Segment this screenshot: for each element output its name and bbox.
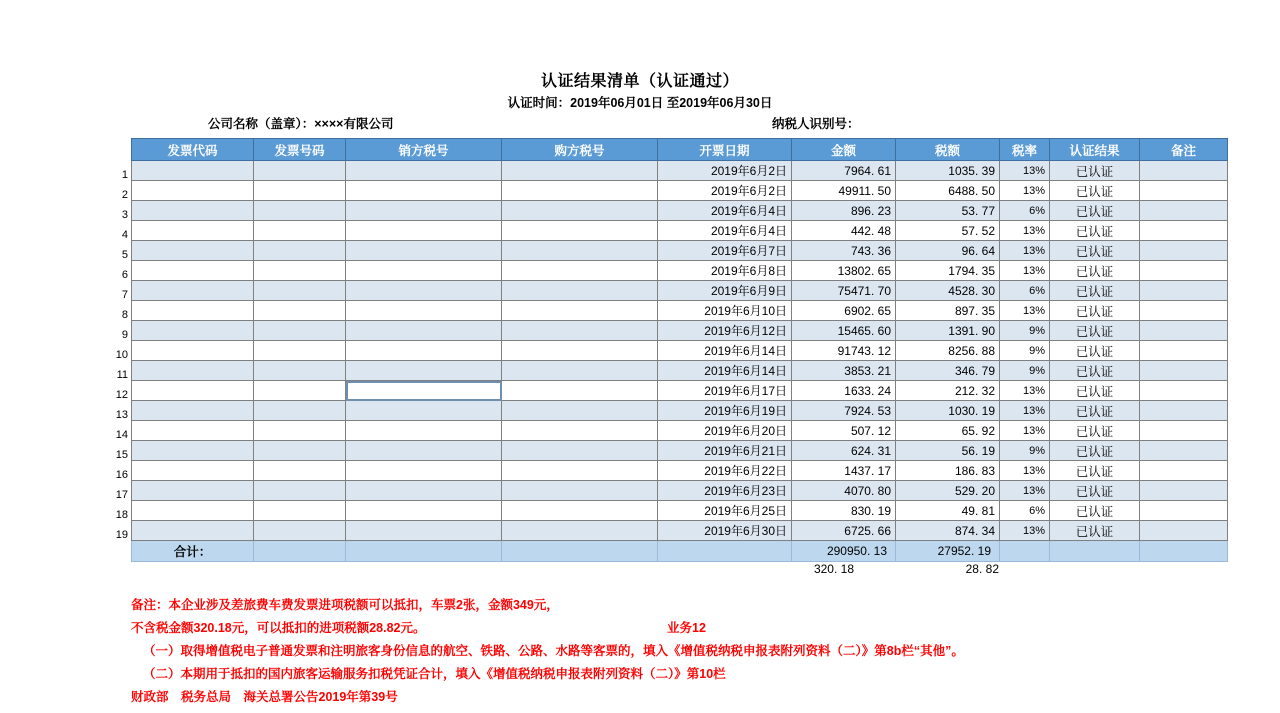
column-header-certification-result[interactable]: 认证结果	[1050, 139, 1140, 161]
invoice-code-cell[interactable]	[132, 421, 254, 441]
tax-rate-cell[interactable]: 13%	[1000, 241, 1050, 261]
invoice-number-cell[interactable]	[254, 321, 346, 341]
invoice-date-cell[interactable]: 2019年6月14日	[658, 341, 792, 361]
table-row[interactable]	[132, 521, 1228, 541]
total-blank-5	[1000, 541, 1050, 562]
row-number: 13	[115, 409, 128, 421]
tax-rate-cell[interactable]: 13%	[1000, 261, 1050, 281]
table-row[interactable]	[132, 501, 1228, 521]
table-row[interactable]	[132, 241, 1228, 261]
tax-rate-cell[interactable]: 13%	[1000, 421, 1050, 441]
buyer-tax-no-cell[interactable]	[502, 161, 658, 181]
invoice-sheet	[0, 138, 1280, 582]
invoice-date-cell[interactable]: 2019年6月23日	[658, 481, 792, 501]
certification-result-cell[interactable]: 已认证	[1050, 461, 1140, 481]
invoice-date-cell[interactable]: 2019年6月2日	[658, 161, 792, 181]
total-row	[132, 541, 1228, 562]
seller-tax-no-cell[interactable]	[346, 321, 502, 341]
table-row[interactable]	[132, 181, 1228, 201]
invoice-date-cell[interactable]: 2019年6月25日	[658, 501, 792, 521]
amount-cell[interactable]: 75471. 70	[792, 281, 896, 301]
buyer-tax-no-cell[interactable]	[502, 201, 658, 221]
business-tag: 业务12	[667, 621, 706, 635]
certification-result-cell[interactable]: 已认证	[1050, 221, 1140, 241]
table-row[interactable]	[132, 421, 1228, 441]
invoice-date-cell[interactable]: 2019年6月19日	[658, 401, 792, 421]
amount-cell[interactable]: 91743. 12	[792, 341, 896, 361]
row-number: 1	[121, 169, 128, 181]
tax-rate-cell[interactable]: 13%	[1000, 301, 1050, 321]
total-blank-1	[254, 541, 346, 562]
remark-cell[interactable]	[1140, 501, 1228, 521]
seller-tax-no-cell[interactable]	[346, 261, 502, 281]
invoice-code-cell[interactable]	[132, 441, 254, 461]
invoice-date-cell[interactable]: 2019年6月4日	[658, 201, 792, 221]
certification-result-cell[interactable]: 已认证	[1050, 321, 1140, 341]
buyer-tax-no-cell[interactable]	[502, 501, 658, 521]
amount-cell[interactable]: 1633. 24	[792, 381, 896, 401]
tax-rate-cell[interactable]: 13%	[1000, 181, 1050, 201]
buyer-tax-no-cell[interactable]	[502, 281, 658, 301]
tax-rate-cell[interactable]: 13%	[1000, 221, 1050, 241]
tax-amount-cell[interactable]: 1035. 39	[896, 161, 1000, 181]
remark-cell[interactable]	[1140, 281, 1228, 301]
seller-tax-no-cell[interactable]	[346, 201, 502, 221]
buyer-tax-no-cell[interactable]	[502, 421, 658, 441]
seller-tax-no-cell[interactable]	[346, 501, 502, 521]
buyer-tax-no-cell[interactable]	[502, 321, 658, 341]
invoice-date-cell[interactable]: 2019年6月21日	[658, 441, 792, 461]
invoice-date-cell[interactable]: 2019年6月20日	[658, 421, 792, 441]
invoice-code-cell[interactable]	[132, 181, 254, 201]
invoice-code-cell[interactable]	[132, 301, 254, 321]
certification-result-cell[interactable]: 已认证	[1050, 401, 1140, 421]
row-number-gutter	[110, 165, 128, 545]
tax-amount-cell[interactable]: 1391. 90	[896, 321, 1000, 341]
tax-amount-cell[interactable]: 1794. 35	[896, 261, 1000, 281]
column-header-amount[interactable]: 金额	[792, 139, 896, 161]
remark-cell[interactable]	[1140, 301, 1228, 321]
table-row[interactable]	[132, 201, 1228, 221]
invoice-number-cell[interactable]	[254, 501, 346, 521]
remark-cell[interactable]	[1140, 401, 1228, 421]
row-number: 3	[121, 209, 128, 221]
invoice-code-cell[interactable]	[132, 461, 254, 481]
amount-cell[interactable]: 442. 48	[792, 221, 896, 241]
amount-cell[interactable]: 507. 12	[792, 421, 896, 441]
footnote-line-4: （二）本期用于抵扣的国内旅客运输服务扣税凭证合计，填入《增值税纳税申报表附列资料（二）》第10栏	[143, 667, 726, 681]
amount-cell[interactable]: 49911. 50	[792, 181, 896, 201]
row-number: 12	[115, 389, 128, 401]
invoice-number-cell[interactable]	[254, 481, 346, 501]
row-number: 11	[116, 369, 128, 381]
tax-amount-cell[interactable]: 56. 19	[896, 441, 1000, 461]
footnote-line-5: 财政部 税务总局 海关总署公告2019年第39号	[131, 690, 398, 704]
tax-rate-cell[interactable]: 13%	[1000, 381, 1050, 401]
buyer-tax-no-cell[interactable]	[502, 241, 658, 261]
buyer-tax-no-cell[interactable]	[502, 341, 658, 361]
certification-result-cell[interactable]: 已认证	[1050, 181, 1140, 201]
document-header	[0, 0, 1280, 112]
amount-cell[interactable]: 743. 36	[792, 241, 896, 261]
table-row[interactable]	[132, 361, 1228, 381]
invoice-date-cell[interactable]: 2019年6月14日	[658, 361, 792, 381]
tax-amount-cell[interactable]: 212. 32	[896, 381, 1000, 401]
buyer-tax-no-cell[interactable]	[502, 401, 658, 421]
invoice-date-cell[interactable]: 2019年6月7日	[658, 241, 792, 261]
invoice-date-cell[interactable]: 2019年6月17日	[658, 381, 792, 401]
footnote-line-3: （一）取得增值税电子普通发票和注明旅客身份信息的航空、铁路、公路、水路等客票的，填入《增值税纳税申报表附列资料（二）》第8b栏“其他”。	[143, 644, 964, 658]
amount-cell[interactable]: 6902. 65	[792, 301, 896, 321]
seller-tax-no-cell[interactable]	[346, 301, 502, 321]
tax-rate-cell[interactable]: 9%	[1000, 361, 1050, 381]
seller-tax-no-cell[interactable]	[346, 401, 502, 421]
amount-cell[interactable]: 4070. 80	[792, 481, 896, 501]
seller-tax-no-cell[interactable]	[346, 461, 502, 481]
amount-cell[interactable]: 7924. 53	[792, 401, 896, 421]
invoice-date-cell[interactable]: 2019年6月12日	[658, 321, 792, 341]
total-blank-4	[658, 541, 792, 562]
invoice-code-cell[interactable]	[132, 501, 254, 521]
tax-amount-cell[interactable]: 57. 52	[896, 221, 1000, 241]
invoice-number-cell[interactable]	[254, 161, 346, 181]
invoice-code-cell[interactable]	[132, 341, 254, 361]
taxpayer-id-label: 纳税人识别号：	[772, 117, 860, 131]
buyer-tax-no-cell[interactable]	[502, 301, 658, 321]
subtotal-amount: 320. 18	[813, 562, 854, 576]
column-header-tax-amount[interactable]: 税额	[896, 139, 1000, 161]
invoice-code-cell[interactable]	[132, 361, 254, 381]
tax-amount-cell[interactable]: 96. 64	[896, 241, 1000, 261]
subtotal-tax-amount: 28. 82	[965, 562, 999, 576]
total-blank-3	[502, 541, 658, 562]
remark-cell[interactable]	[1140, 321, 1228, 341]
buyer-tax-no-cell[interactable]	[502, 361, 658, 381]
buyer-tax-no-cell[interactable]	[502, 481, 658, 501]
remark-cell[interactable]	[1140, 221, 1228, 241]
seller-tax-no-cell[interactable]	[346, 481, 502, 501]
tax-amount-cell[interactable]: 529. 20	[896, 481, 1000, 501]
certification-result-cell[interactable]: 已认证	[1050, 481, 1140, 501]
tax-rate-cell[interactable]: 9%	[1000, 341, 1050, 361]
tax-rate-cell[interactable]: 13%	[1000, 461, 1050, 481]
row-number: 19	[115, 529, 128, 541]
table-row[interactable]	[132, 221, 1228, 241]
invoice-code-cell[interactable]	[132, 321, 254, 341]
tax-amount-cell[interactable]: 65. 92	[896, 421, 1000, 441]
tax-amount-cell[interactable]: 186. 83	[896, 461, 1000, 481]
invoice-code-cell[interactable]	[132, 241, 254, 261]
column-header-tax-rate[interactable]: 税率	[1000, 139, 1050, 161]
amount-cell[interactable]: 13802. 65	[792, 261, 896, 281]
certification-result-cell[interactable]: 已认证	[1050, 421, 1140, 441]
tax-amount-cell[interactable]: 897. 35	[896, 301, 1000, 321]
tax-rate-cell[interactable]: 9%	[1000, 441, 1050, 461]
subtotal-row	[131, 562, 1149, 582]
total-blank-7	[1140, 541, 1228, 562]
table-row[interactable]	[132, 461, 1228, 481]
invoice-number-cell[interactable]	[254, 201, 346, 221]
tax-amount-cell[interactable]: 1030. 19	[896, 401, 1000, 421]
tax-rate-cell[interactable]: 13%	[1000, 161, 1050, 181]
invoice-code-cell[interactable]	[132, 161, 254, 181]
certification-table	[131, 138, 1228, 562]
table-row[interactable]	[132, 261, 1228, 281]
certification-result-cell[interactable]: 已认证	[1050, 381, 1140, 401]
row-number: 15	[115, 449, 128, 461]
remark-cell[interactable]	[1140, 481, 1228, 501]
amount-cell[interactable]: 3853. 21	[792, 361, 896, 381]
remark-cell[interactable]	[1140, 241, 1228, 261]
seller-tax-no-cell[interactable]	[346, 441, 502, 461]
invoice-date-cell[interactable]: 2019年6月9日	[658, 281, 792, 301]
remark-cell[interactable]	[1140, 521, 1228, 541]
tax-rate-cell[interactable]: 6%	[1000, 281, 1050, 301]
total-tax-amount: 27952. 19	[896, 541, 1000, 562]
invoice-code-cell[interactable]	[132, 201, 254, 221]
row-number: 5	[121, 249, 128, 261]
certification-result-cell[interactable]: 已认证	[1050, 281, 1140, 301]
table-row[interactable]	[132, 281, 1228, 301]
row-number: 6	[121, 269, 128, 281]
buyer-tax-no-cell[interactable]	[502, 181, 658, 201]
amount-cell[interactable]: 15465. 60	[792, 321, 896, 341]
buyer-tax-no-cell[interactable]	[502, 221, 658, 241]
row-number: 4	[121, 229, 128, 241]
column-header-invoice-code[interactable]: 发票代码	[132, 139, 254, 161]
invoice-number-cell[interactable]	[254, 261, 346, 281]
row-number: 16	[115, 469, 128, 481]
table-row[interactable]	[132, 401, 1228, 421]
table-row[interactable]	[132, 301, 1228, 321]
seller-tax-no-cell[interactable]	[346, 281, 502, 301]
certification-result-cell[interactable]: 已认证	[1050, 241, 1140, 261]
amount-cell[interactable]: 624. 31	[792, 441, 896, 461]
column-header-buyer-tax-no[interactable]: 购方税号	[502, 139, 658, 161]
total-blank-2	[346, 541, 502, 562]
tax-amount-cell[interactable]: 53. 77	[896, 201, 1000, 221]
tax-rate-cell[interactable]: 13%	[1000, 481, 1050, 501]
invoice-number-cell[interactable]	[254, 301, 346, 321]
table-row[interactable]	[132, 481, 1228, 501]
remark-cell[interactable]	[1140, 341, 1228, 361]
remark-cell[interactable]	[1140, 201, 1228, 221]
amount-cell[interactable]: 830. 19	[792, 501, 896, 521]
invoice-number-cell[interactable]	[254, 521, 346, 541]
certification-result-cell[interactable]: 已认证	[1050, 201, 1140, 221]
tax-rate-cell[interactable]: 6%	[1000, 501, 1050, 521]
certification-result-cell[interactable]: 已认证	[1050, 521, 1140, 541]
invoice-code-cell[interactable]	[132, 381, 254, 401]
row-number: 7	[121, 289, 128, 301]
invoice-date-cell[interactable]: 2019年6月10日	[658, 301, 792, 321]
row-number: 8	[121, 309, 128, 321]
row-number: 9	[121, 329, 128, 341]
seller-tax-no-cell[interactable]	[346, 361, 502, 381]
total-amount: 290950. 13	[792, 541, 896, 562]
seller-tax-no-cell[interactable]	[346, 521, 502, 541]
buyer-tax-no-cell[interactable]	[502, 521, 658, 541]
footnotes	[131, 594, 1280, 709]
invoice-number-cell[interactable]	[254, 341, 346, 361]
tax-amount-cell[interactable]: 8256. 88	[896, 341, 1000, 361]
column-header-invoice-date[interactable]: 开票日期	[658, 139, 792, 161]
certification-result-cell[interactable]: 已认证	[1050, 341, 1140, 361]
table-row[interactable]	[132, 381, 1228, 401]
buyer-tax-no-cell[interactable]	[502, 261, 658, 281]
invoice-number-cell[interactable]	[254, 221, 346, 241]
certification-result-cell[interactable]: 已认证	[1050, 441, 1140, 461]
tax-amount-cell[interactable]: 49. 81	[896, 501, 1000, 521]
footnote-line-2: 不含税金额320.18元，可以抵扣的进项税额28.82元。	[131, 621, 426, 635]
invoice-date-cell[interactable]: 2019年6月22日	[658, 461, 792, 481]
seller-tax-no-cell[interactable]	[346, 381, 502, 401]
invoice-date-cell[interactable]: 2019年6月30日	[658, 521, 792, 541]
table-row[interactable]	[132, 161, 1228, 181]
invoice-number-cell[interactable]	[254, 241, 346, 261]
seller-tax-no-cell[interactable]	[346, 341, 502, 361]
tax-rate-cell[interactable]: 13%	[1000, 521, 1050, 541]
tax-amount-cell[interactable]: 6488. 50	[896, 181, 1000, 201]
remark-cell[interactable]	[1140, 461, 1228, 481]
table-body	[132, 161, 1228, 541]
remark-cell[interactable]	[1140, 181, 1228, 201]
invoice-code-cell[interactable]	[132, 281, 254, 301]
tax-rate-cell[interactable]: 9%	[1000, 321, 1050, 341]
seller-tax-no-cell[interactable]	[346, 221, 502, 241]
invoice-date-cell[interactable]: 2019年6月2日	[658, 181, 792, 201]
invoice-code-cell[interactable]	[132, 401, 254, 421]
invoice-number-cell[interactable]	[254, 381, 346, 401]
invoice-code-cell[interactable]	[132, 481, 254, 501]
remark-cell[interactable]	[1140, 261, 1228, 281]
tax-amount-cell[interactable]: 4528. 30	[896, 281, 1000, 301]
invoice-number-cell[interactable]	[254, 441, 346, 461]
certification-period: 认证时间：2019年06月01日 至2019年06月30日	[507, 96, 773, 110]
meta-row	[0, 114, 1280, 134]
certification-result-cell[interactable]: 已认证	[1050, 161, 1140, 181]
tax-rate-cell[interactable]: 13%	[1000, 401, 1050, 421]
certification-result-cell[interactable]: 已认证	[1050, 501, 1140, 521]
amount-cell[interactable]: 6725. 66	[792, 521, 896, 541]
total-blank-6	[1050, 541, 1140, 562]
remark-cell[interactable]	[1140, 361, 1228, 381]
invoice-number-cell[interactable]	[254, 181, 346, 201]
row-number: 18	[115, 509, 128, 521]
page-title: 认证结果清单（认证通过）	[540, 73, 739, 90]
column-header-invoice-number[interactable]: 发票号码	[254, 139, 346, 161]
certification-result-cell[interactable]: 已认证	[1050, 361, 1140, 381]
tax-amount-cell[interactable]: 346. 79	[896, 361, 1000, 381]
remark-cell[interactable]	[1140, 441, 1228, 461]
table-row[interactable]	[132, 321, 1228, 341]
company-name-label: 公司名称（盖章）：××××有限公司	[208, 117, 394, 131]
remark-cell[interactable]	[1140, 161, 1228, 181]
column-header-remark[interactable]: 备注	[1140, 139, 1228, 161]
table-header-row	[132, 139, 1228, 161]
invoice-number-cell[interactable]	[254, 281, 346, 301]
buyer-tax-no-cell[interactable]	[502, 441, 658, 461]
row-number: 14	[115, 429, 128, 441]
invoice-date-cell[interactable]: 2019年6月4日	[658, 221, 792, 241]
remark-cell[interactable]	[1140, 381, 1228, 401]
certification-result-cell[interactable]: 已认证	[1050, 261, 1140, 281]
buyer-tax-no-cell[interactable]	[502, 461, 658, 481]
amount-cell[interactable]: 896. 23	[792, 201, 896, 221]
remark-cell[interactable]	[1140, 421, 1228, 441]
column-header-seller-tax-no[interactable]: 销方税号	[346, 139, 502, 161]
invoice-code-cell[interactable]	[132, 521, 254, 541]
invoice-code-cell[interactable]	[132, 221, 254, 241]
seller-tax-no-cell[interactable]	[346, 421, 502, 441]
tax-amount-cell[interactable]: 874. 34	[896, 521, 1000, 541]
amount-cell[interactable]: 7964. 61	[792, 161, 896, 181]
table-row[interactable]	[132, 441, 1228, 461]
table-row[interactable]	[132, 341, 1228, 361]
seller-tax-no-cell[interactable]	[346, 161, 502, 181]
total-label: 合计：	[132, 541, 254, 562]
invoice-number-cell[interactable]	[254, 401, 346, 421]
footnote-line-1: 备注：本企业涉及差旅费车费发票进项税额可以抵扣，车票2张，金额349元，	[131, 598, 559, 612]
row-number: 2	[121, 189, 128, 201]
invoice-code-cell[interactable]	[132, 261, 254, 281]
buyer-tax-no-cell[interactable]	[502, 381, 658, 401]
seller-tax-no-cell[interactable]	[346, 241, 502, 261]
row-number: 10	[115, 349, 128, 361]
amount-cell[interactable]: 1437. 17	[792, 461, 896, 481]
invoice-number-cell[interactable]	[254, 361, 346, 381]
invoice-number-cell[interactable]	[254, 421, 346, 441]
seller-tax-no-cell[interactable]	[346, 181, 502, 201]
invoice-number-cell[interactable]	[254, 461, 346, 481]
certification-result-cell[interactable]: 已认证	[1050, 301, 1140, 321]
invoice-date-cell[interactable]: 2019年6月8日	[658, 261, 792, 281]
tax-rate-cell[interactable]: 6%	[1000, 201, 1050, 221]
row-number: 17	[115, 489, 128, 501]
